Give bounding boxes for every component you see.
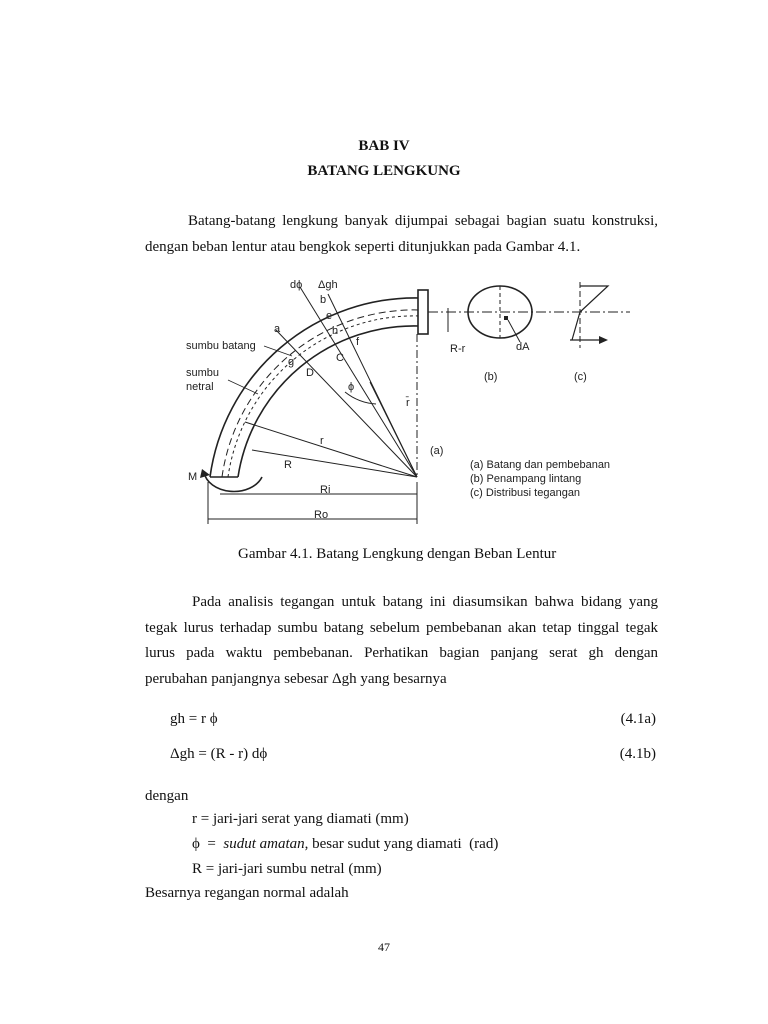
label-dphi: dϕ: [290, 279, 303, 291]
label-dgh: Δgh: [318, 279, 338, 291]
beam-axis: [222, 310, 420, 477]
label-D: D: [306, 367, 314, 379]
intro-line-2: dengan beban lentur atau bengkok seperti ditunjukkan pada Gambar 4.1.: [145, 239, 581, 255]
label-b: b: [320, 294, 327, 306]
equation-number-4-1a: (4.1a): [620, 711, 656, 727]
definition-phi-prefix: ϕ =: [192, 836, 224, 852]
para2-line-3: lurus pada waktu pembebanan. Perhatikan bagian panjang serat gh dengan: [145, 645, 658, 661]
label-part-b: (b): [484, 371, 498, 383]
label-M: M: [188, 471, 198, 483]
equation-number-4-1b: (4.1b): [619, 746, 656, 762]
label-Ro: Ro: [314, 509, 329, 521]
label-g: g: [288, 356, 295, 368]
annotation-netral: netral: [186, 381, 214, 393]
stress-distribution: [572, 286, 608, 340]
label-R: R: [284, 459, 292, 471]
label-e: e: [326, 310, 333, 322]
label-h: h: [332, 325, 339, 337]
para2-line-1: Pada analisis tegangan untuk batang ini diasumsikan bahwa bidang yang: [192, 594, 658, 610]
equation-4-1a: gh = r ϕ: [170, 711, 218, 727]
label-f: f: [356, 336, 360, 348]
equation-4-1b: Δgh = (R - r) dϕ: [170, 746, 268, 762]
moment-arrow: [204, 472, 262, 491]
chapter-title: BATANG LENGKUNG: [307, 163, 461, 179]
intro-line-1: Batang-batang lengkung banyak dijumpai sebagai bagian suatu konstruksi,: [188, 213, 658, 229]
legend-c: (c) Distribusi tegangan: [470, 487, 581, 499]
figure-4-1: [180, 272, 640, 534]
annotation-sumbu: sumbu: [186, 367, 220, 379]
label-phi: ϕ: [348, 381, 355, 393]
legend-a: (a) Batang dan pembebanan: [470, 459, 611, 471]
label-dA: dA: [516, 341, 530, 353]
annotation-sumbu-batang: sumbu batang: [186, 340, 256, 352]
label-C: C: [336, 352, 344, 364]
legend-b: (b) Penampang lintang: [470, 473, 582, 485]
page-number: 47: [378, 940, 390, 954]
para2-line-4: perubahan panjangnya sebesar Δgh yang besarnya: [145, 671, 447, 687]
closing-line: Besarnya regangan normal adalah: [145, 885, 349, 901]
label-R-minus-r: R-r: [450, 343, 466, 355]
definition-R: R = jari-jari sumbu netral (mm): [192, 861, 382, 877]
label-Ri: Ri: [320, 484, 331, 496]
beam-outer-edge: [210, 298, 420, 477]
dengan-label: dengan: [145, 788, 189, 804]
definition-phi-suffix: , besar sudut yang diamati (rad): [304, 836, 499, 852]
end-plate: [418, 290, 428, 334]
chapter-number: BAB IV: [358, 138, 410, 154]
figure-caption: Gambar 4.1. Batang Lengkung dengan Beban Lentur: [238, 546, 557, 562]
label-part-a: (a): [430, 445, 444, 457]
label-part-c: (c): [574, 371, 587, 383]
neutral-axis: [228, 316, 420, 477]
definition-phi-term: sudut amatan: [223, 836, 305, 852]
label-a: a: [274, 323, 281, 335]
label-rbar: r̄: [406, 397, 410, 409]
beam-inner-edge: [238, 326, 420, 477]
para2-line-2: tegak lurus terhadap sumbu batang sebelum pembebanan akan tetap tinggal tegak: [145, 620, 658, 636]
label-r: r: [320, 435, 324, 447]
definition-r: r = jari-jari serat yang diamati (mm): [192, 811, 409, 827]
curved-beam-diagram: [180, 272, 640, 534]
definition-phi: [192, 834, 498, 854]
